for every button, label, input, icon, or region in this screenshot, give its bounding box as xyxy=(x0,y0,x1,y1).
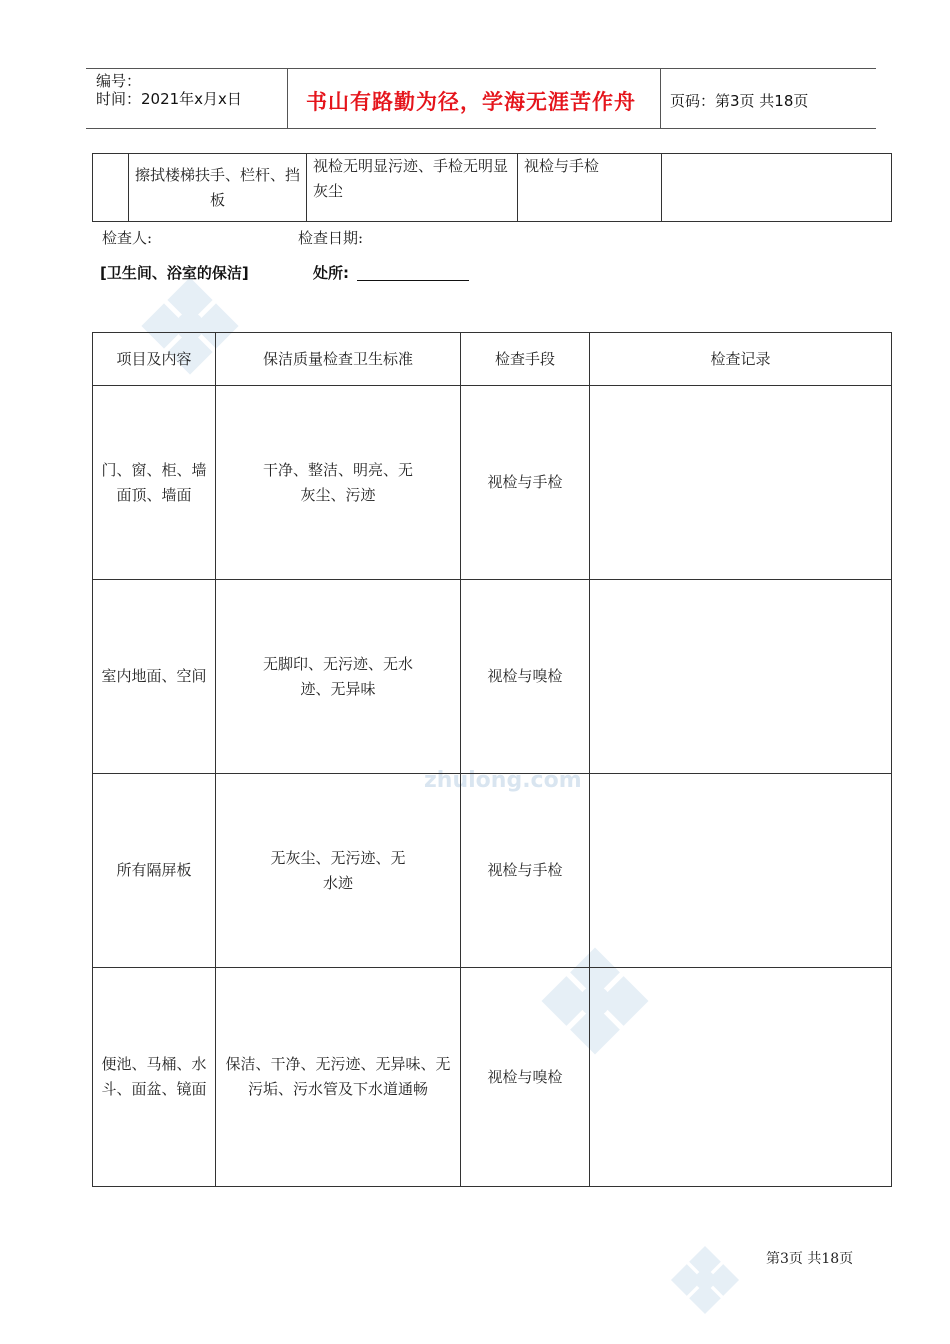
table-cell-standard: 视检无明显污迹、手检无明显灰尘 xyxy=(307,154,518,222)
table-row xyxy=(93,968,892,1187)
column-header-item: 项目及内容 xyxy=(93,333,216,386)
column-header-record: 检查记录 xyxy=(590,333,892,386)
table-cell-method: 视检与嗅检 xyxy=(461,580,590,774)
table-row xyxy=(93,774,892,968)
table-cell-record[interactable] xyxy=(590,774,892,968)
section-title: [卫生间、浴室的保洁] xyxy=(100,264,249,282)
table-cell-method: 视检与嗅检 xyxy=(461,968,590,1187)
inspector-label: 检查人: xyxy=(102,229,153,247)
header-top-rule xyxy=(86,68,876,69)
location-field[interactable] xyxy=(313,262,469,283)
table-header-row xyxy=(93,333,892,386)
column-header-method: 检查手段 xyxy=(461,333,590,386)
cleaning-inspection-table xyxy=(92,332,892,1187)
table-cell-record[interactable] xyxy=(662,154,892,222)
watermark-text: zhulong.com xyxy=(424,768,582,793)
standard-text: 干净、整洁、明亮、无灰尘、污迹 xyxy=(262,460,413,504)
doc-number-label: 编号： xyxy=(96,72,142,90)
table-cell-method: 视检与手检 xyxy=(461,386,590,580)
column-header-standard: 保洁质量检查卫生标准 xyxy=(216,333,461,386)
table-cell-record[interactable] xyxy=(590,580,892,774)
table-cell-index xyxy=(93,154,129,222)
table-cell-record[interactable] xyxy=(590,386,892,580)
header-bottom-rule xyxy=(86,128,876,129)
header-page-label: 页码：第3页 共18页 xyxy=(670,92,809,110)
inspection-date-label: 检查日期: xyxy=(298,229,364,247)
watermark-flower-icon xyxy=(670,1245,740,1315)
table-cell-standard: 保洁、干净、无污迹、无异味、无污垢、污水管及下水道通畅 xyxy=(216,968,461,1187)
doc-time-label: 时间：2021年x月x日 xyxy=(96,90,242,108)
table-cell-standard xyxy=(216,774,461,968)
header-motto: 书山有路勤为径，学海无涯苦作舟 xyxy=(306,90,636,114)
table-row xyxy=(93,154,892,222)
standard-text: 无脚印、无污迹、无水迹、无异味 xyxy=(262,654,413,698)
table-row xyxy=(93,580,892,774)
table-cell-method: 视检与手检 xyxy=(518,154,662,222)
table-cell-record[interactable] xyxy=(590,968,892,1187)
table-cell-standard xyxy=(216,580,461,774)
table-cell-item: 所有隔屏板 xyxy=(93,774,216,968)
table-cell-item: 门、窗、柜、墙面顶、墙面 xyxy=(93,386,216,580)
location-label: 处所: xyxy=(313,264,349,282)
continuation-table xyxy=(92,153,892,222)
table-cell-item: 便池、马桶、水斗、面盆、镜面 xyxy=(93,968,216,1187)
table-cell-method: 视检与手检 xyxy=(461,774,590,968)
header-divider-2 xyxy=(660,68,661,129)
table-cell-standard xyxy=(216,386,461,580)
location-blank[interactable] xyxy=(357,264,469,281)
header-divider-1 xyxy=(287,68,288,129)
table-cell-item: 室内地面、空间 xyxy=(93,580,216,774)
table-row xyxy=(93,386,892,580)
standard-text: 无灰尘、无污迹、无水迹 xyxy=(270,848,406,892)
table-cell-item: 擦拭楼梯扶手、栏杆、挡板 xyxy=(129,154,307,222)
footer-page-number: 第3页 共18页 xyxy=(766,1251,854,1267)
